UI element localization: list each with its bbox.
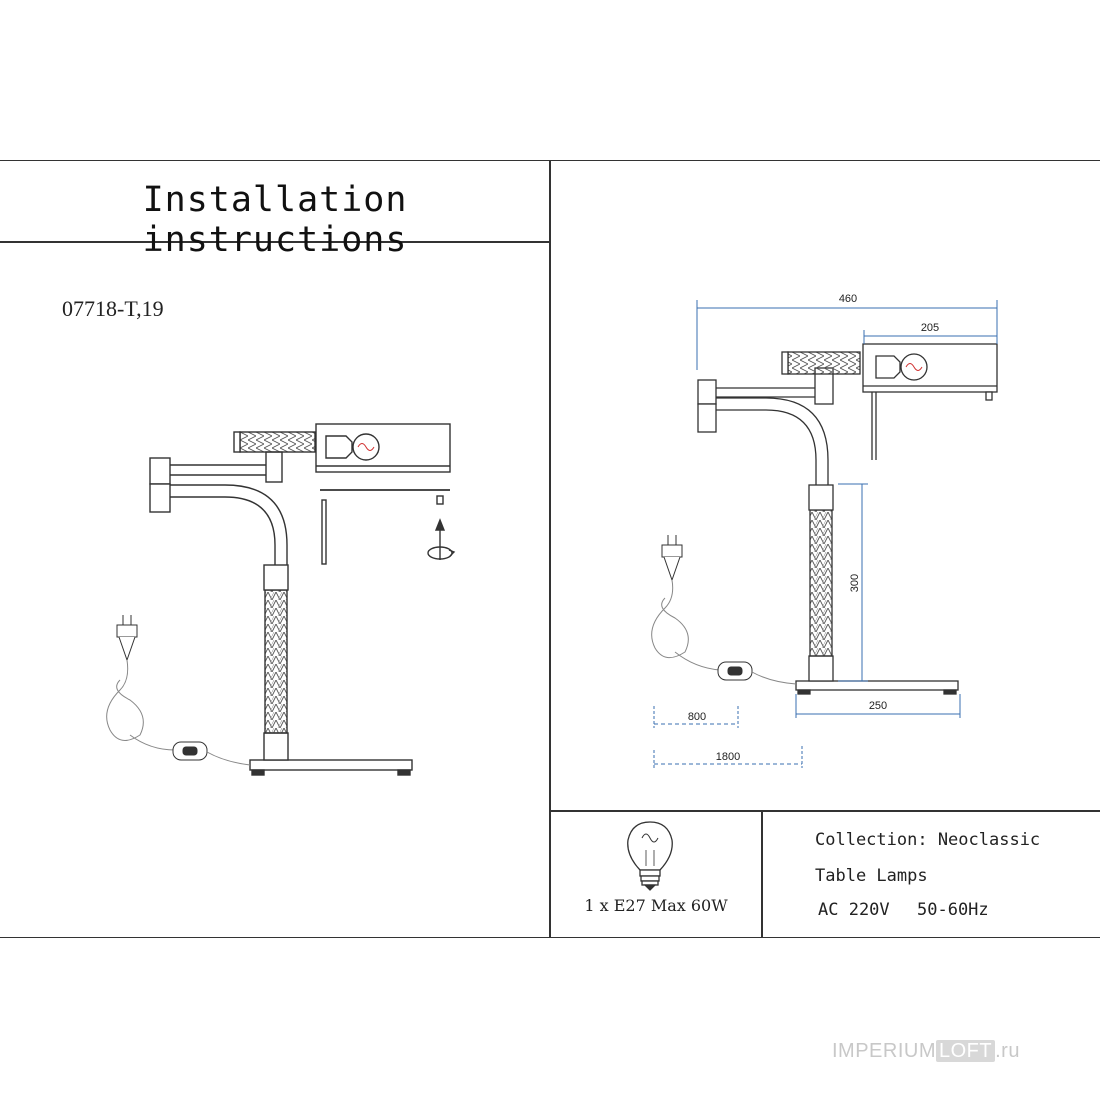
dim-cord-switch: 800 (687, 711, 707, 723)
voltage-spec: AC 220V (818, 900, 890, 920)
curved-arm (170, 497, 275, 565)
collection-label: Collection: Neoclassic (815, 830, 1041, 850)
product-type: Table Lamps (815, 866, 928, 886)
bracket-upper (150, 458, 170, 484)
dim-shade-width: 205 (920, 322, 940, 334)
bulb-spec: 1 x E27 Max 60W (584, 896, 728, 915)
rod-part (322, 500, 326, 564)
stem-collar-top (264, 565, 288, 590)
page-title: Installation instructions (142, 180, 408, 260)
plug-and-cord (107, 615, 250, 765)
model-number: 07718-T,19 (62, 296, 164, 321)
lamp-base (250, 760, 412, 770)
watermark (832, 1040, 1020, 1063)
dim-cord-total: 1800 (715, 751, 741, 763)
braided-arm (240, 432, 315, 452)
dim-total-width: 460 (838, 293, 858, 305)
watermark-brand-a: IMPERIUM (832, 1040, 936, 1062)
bulb-icon (628, 822, 673, 890)
dimensioned-lamp-drawing (652, 344, 997, 694)
dim-height: 300 (849, 573, 861, 593)
frequency-spec: 50-60Hz (917, 900, 989, 920)
watermark-domain: .ru (995, 1040, 1020, 1062)
swing-joint (266, 452, 282, 482)
exploded-lamp-drawing (107, 424, 454, 775)
stem-collar-bottom (264, 733, 288, 760)
screw-part (437, 496, 443, 504)
braided-stem (265, 590, 287, 733)
watermark-brand-b: LOFT (936, 1040, 995, 1062)
bracket-lower (150, 484, 170, 512)
dim-base-width: 250 (868, 700, 888, 712)
